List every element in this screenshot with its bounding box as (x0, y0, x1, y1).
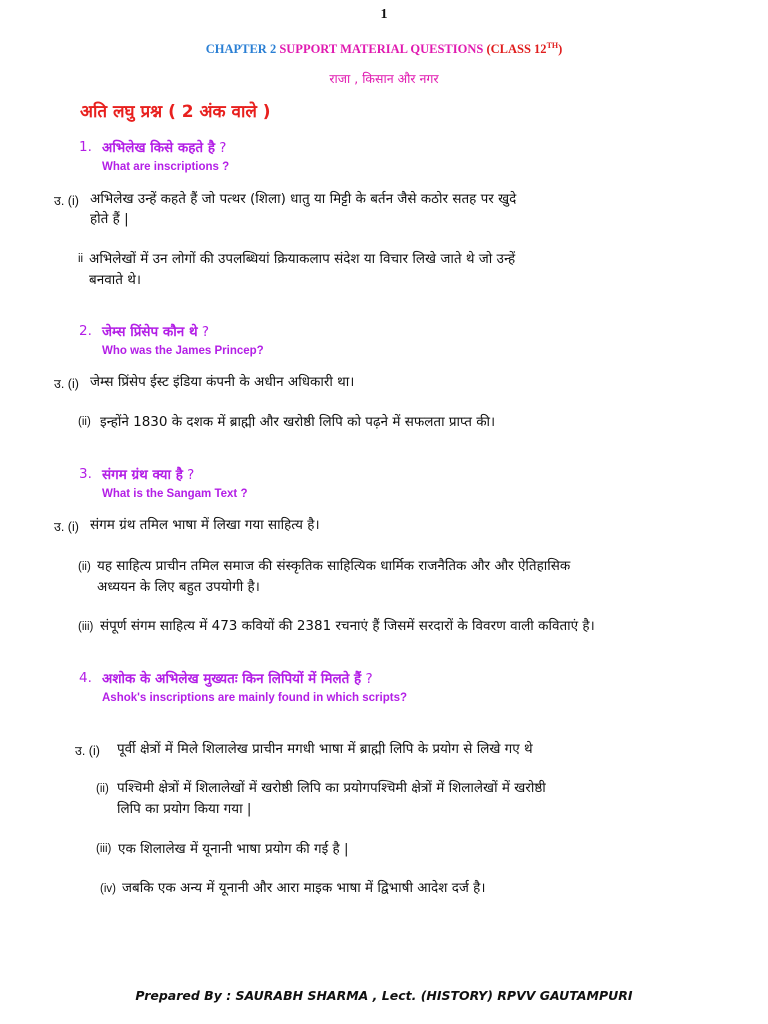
section-heading: अति लघु प्रश्न ( 2 अंक वाले ) (80, 102, 271, 122)
class-label: (CLASS 12TH) (486, 41, 563, 57)
question-hindi: जेम्स प्रिंसेप कौन थे ? (102, 324, 210, 340)
answer-line: अध्ययन के लिए बहुत उपयोगी है। (97, 579, 260, 595)
answer-line: बनवाते थे। (89, 272, 141, 288)
answer-line: अभिलेख उन्हें कहते हैं जो पत्थर (शिला) धातु या मिट्टी के बर्तन जैसे कठोर सतह पर खुदे (90, 191, 517, 207)
question-english: Ashok's inscriptions are mainly found in which scripts? (102, 692, 407, 704)
answer-marker: उ. (i) (75, 744, 100, 758)
answer-marker: उ. (i) (54, 520, 79, 534)
question-english: What are inscriptions ? (102, 161, 230, 173)
footer-credit: Prepared By : SAURABH SHARMA , Lect. (HISTORY) RPVV GAUTAMPURI (135, 988, 633, 1003)
answer-line: होते हैं | (90, 211, 129, 227)
question-english: What is the Sangam Text ? (102, 488, 248, 500)
answer-marker: ii (78, 253, 84, 265)
question-hindi: संगम ग्रंथ क्या है ? (102, 467, 195, 483)
answer-line: पूर्वी क्षेत्रों में मिले शिलालेख प्राचीन मगधी भाषा में ब्राह्मी लिपि के प्रयोग से लिखे गए थे (117, 741, 533, 757)
answer-line: एक शिलालेख में यूनानी भाषा प्रयोग की गई है | (118, 841, 349, 857)
answer-marker: (iii) (78, 621, 94, 633)
answer-line: यह साहित्य प्राचीन तमिल समाज की संस्कृतिक साहित्यिक धार्मिक राजनैतिक और और ऐतिहासिक (97, 558, 571, 574)
question-number: 3. (79, 466, 92, 482)
answer-marker: (iv) (100, 883, 116, 895)
question-english: Who was the James Princep? (102, 345, 264, 357)
answer-line: लिपि का प्रयोग किया गया | (117, 801, 252, 817)
support-material-label: SUPPORT MATERIAL QUESTIONS (279, 42, 484, 57)
chapter-subtitle: राजा , किसान और नगर (329, 71, 439, 86)
question-hindi: अभिलेख किसे कहते है ? (102, 140, 227, 156)
answer-line: जबकि एक अन्य में यूनानी और आरा माइक भाषा में द्विभाषी आदेश दर्ज है। (122, 880, 486, 896)
answer-line: इन्होंने 1830 के दशक में ब्राह्मी और खरोष्ठी लिपि को पढ़ने में सफलता प्राप्त की। (100, 414, 496, 430)
answer-marker: (ii) (96, 783, 109, 795)
chapter-title (0, 41, 768, 57)
answer-marker: (iii) (96, 843, 112, 855)
answer-line: जेम्स प्रिंसेप ईस्ट इंडिया कंपनी के अधीन अधिकारी था। (90, 374, 355, 390)
page-number: 1 (380, 7, 388, 22)
question-number: 1. (79, 139, 92, 155)
answer-marker: (ii) (78, 561, 91, 573)
question-hindi: अशोक के अभिलेख मुख्यतः किन लिपियों में मिलते हैं ? (102, 671, 373, 687)
question-number: 4. (79, 670, 92, 686)
answer-marker: उ. (i) (54, 194, 79, 208)
answer-marker: उ. (i) (54, 377, 79, 391)
answer-marker: (ii) (78, 416, 91, 428)
answer-line: संपूर्ण संगम साहित्य में 473 कवियों की 2381 रचनाएं हैं जिसमें सरदारों के विवरण वाली कविताएं है। (100, 618, 595, 634)
answer-line: संगम ग्रंथ तमिल भाषा में लिखा गया साहित्य है। (90, 517, 320, 533)
question-number: 2. (79, 323, 92, 339)
chapter-label: CHAPTER 2 (205, 42, 277, 57)
answer-line: पश्चिमी क्षेत्रों में शिलालेखों में खरोष्ठी लिपि का प्रयोगपश्चिमी क्षेत्रों में शिलालेखों में खरोष्ठी (117, 780, 546, 796)
answer-line: अभिलेखों में उन लोगों की उपलब्धियां क्रियाकलाप संदेश या विचार लिखे जाते थे जो उन्हें (89, 251, 516, 267)
